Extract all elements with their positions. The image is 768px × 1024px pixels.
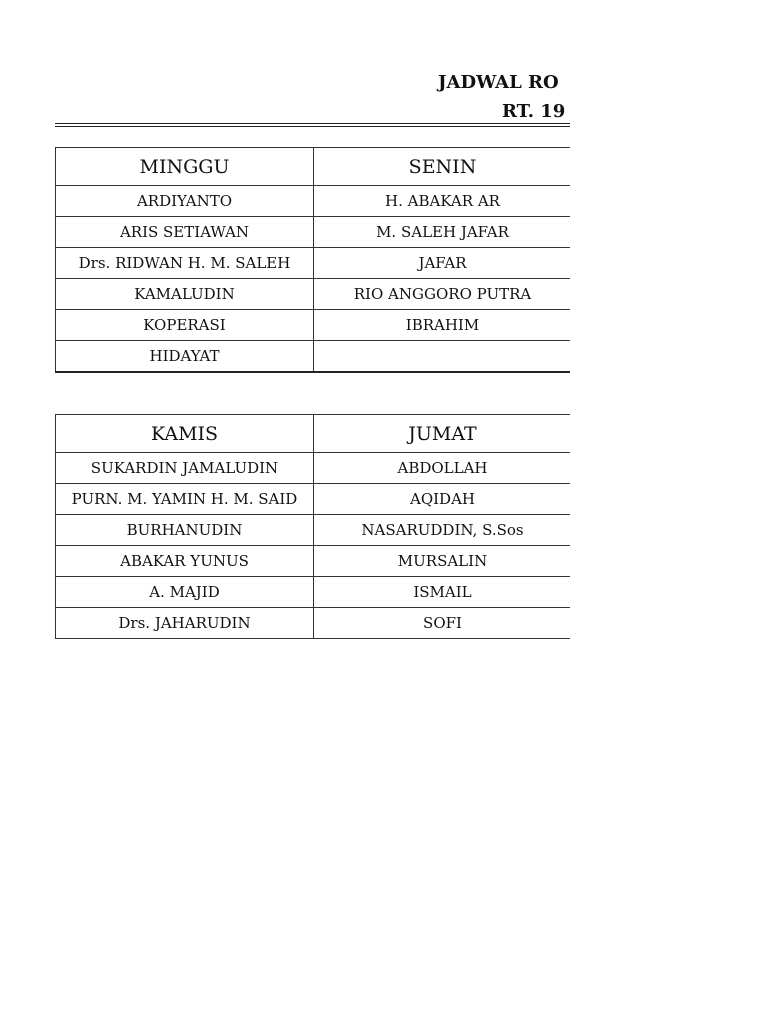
document-title: JADWAL RO	[438, 72, 559, 93]
table-row	[56, 186, 571, 217]
schedule-table-2	[55, 414, 570, 639]
table-cell: MURSALIN	[314, 546, 571, 577]
document-subtitle: RT. 19	[502, 101, 566, 122]
table-cell: PURN. M. YAMIN H. M. SAID	[56, 484, 314, 515]
header-divider-top	[55, 123, 570, 124]
table-header-row	[56, 148, 571, 186]
table-cell: AQIDAH	[314, 484, 571, 515]
table-cell: HIDAYAT	[56, 341, 314, 373]
table-cell: KAMALUDIN	[56, 279, 314, 310]
table-cell: IBRAHIM	[314, 310, 571, 341]
table-row	[56, 515, 571, 546]
table-cell: M. SALEH JAFAR	[314, 217, 571, 248]
table-cell: ARDIYANTO	[56, 186, 314, 217]
table-row	[56, 546, 571, 577]
table-cell: BURHANUDIN	[56, 515, 314, 546]
table-cell: SUKARDIN JAMALUDIN	[56, 453, 314, 484]
table-cell: NASARUDDIN, S.Sos	[314, 515, 571, 546]
table-cell: A. MAJID	[56, 577, 314, 608]
table-row	[56, 608, 571, 639]
header-divider-bottom	[55, 126, 570, 127]
table-cell: ARIS SETIAWAN	[56, 217, 314, 248]
table-cell: H. ABAKAR AR	[314, 186, 571, 217]
column-header-senin: SENIN	[314, 148, 571, 186]
table-row	[56, 279, 571, 310]
column-header-kamis: KAMIS	[56, 415, 314, 453]
table-cell: Drs. RIDWAN H. M. SALEH	[56, 248, 314, 279]
table-row	[56, 310, 571, 341]
table-row	[56, 577, 571, 608]
table-row	[56, 341, 571, 373]
table-row	[56, 453, 571, 484]
table-cell: ISMAIL	[314, 577, 571, 608]
column-header-minggu: MINGGU	[56, 148, 314, 186]
table-row	[56, 484, 571, 515]
schedule-table-1	[55, 147, 570, 373]
table-row	[56, 248, 571, 279]
table-cell: KOPERASI	[56, 310, 314, 341]
table-header-row	[56, 415, 571, 453]
table-cell: ABDOLLAH	[314, 453, 571, 484]
table-cell: SOFI	[314, 608, 571, 639]
table-cell: Drs. JAHARUDIN	[56, 608, 314, 639]
table-cell: ABAKAR YUNUS	[56, 546, 314, 577]
table-cell: RIO ANGGORO PUTRA	[314, 279, 571, 310]
table-cell: JAFAR	[314, 248, 571, 279]
table-row	[56, 217, 571, 248]
table-cell	[314, 341, 571, 373]
column-header-jumat: JUMAT	[314, 415, 571, 453]
